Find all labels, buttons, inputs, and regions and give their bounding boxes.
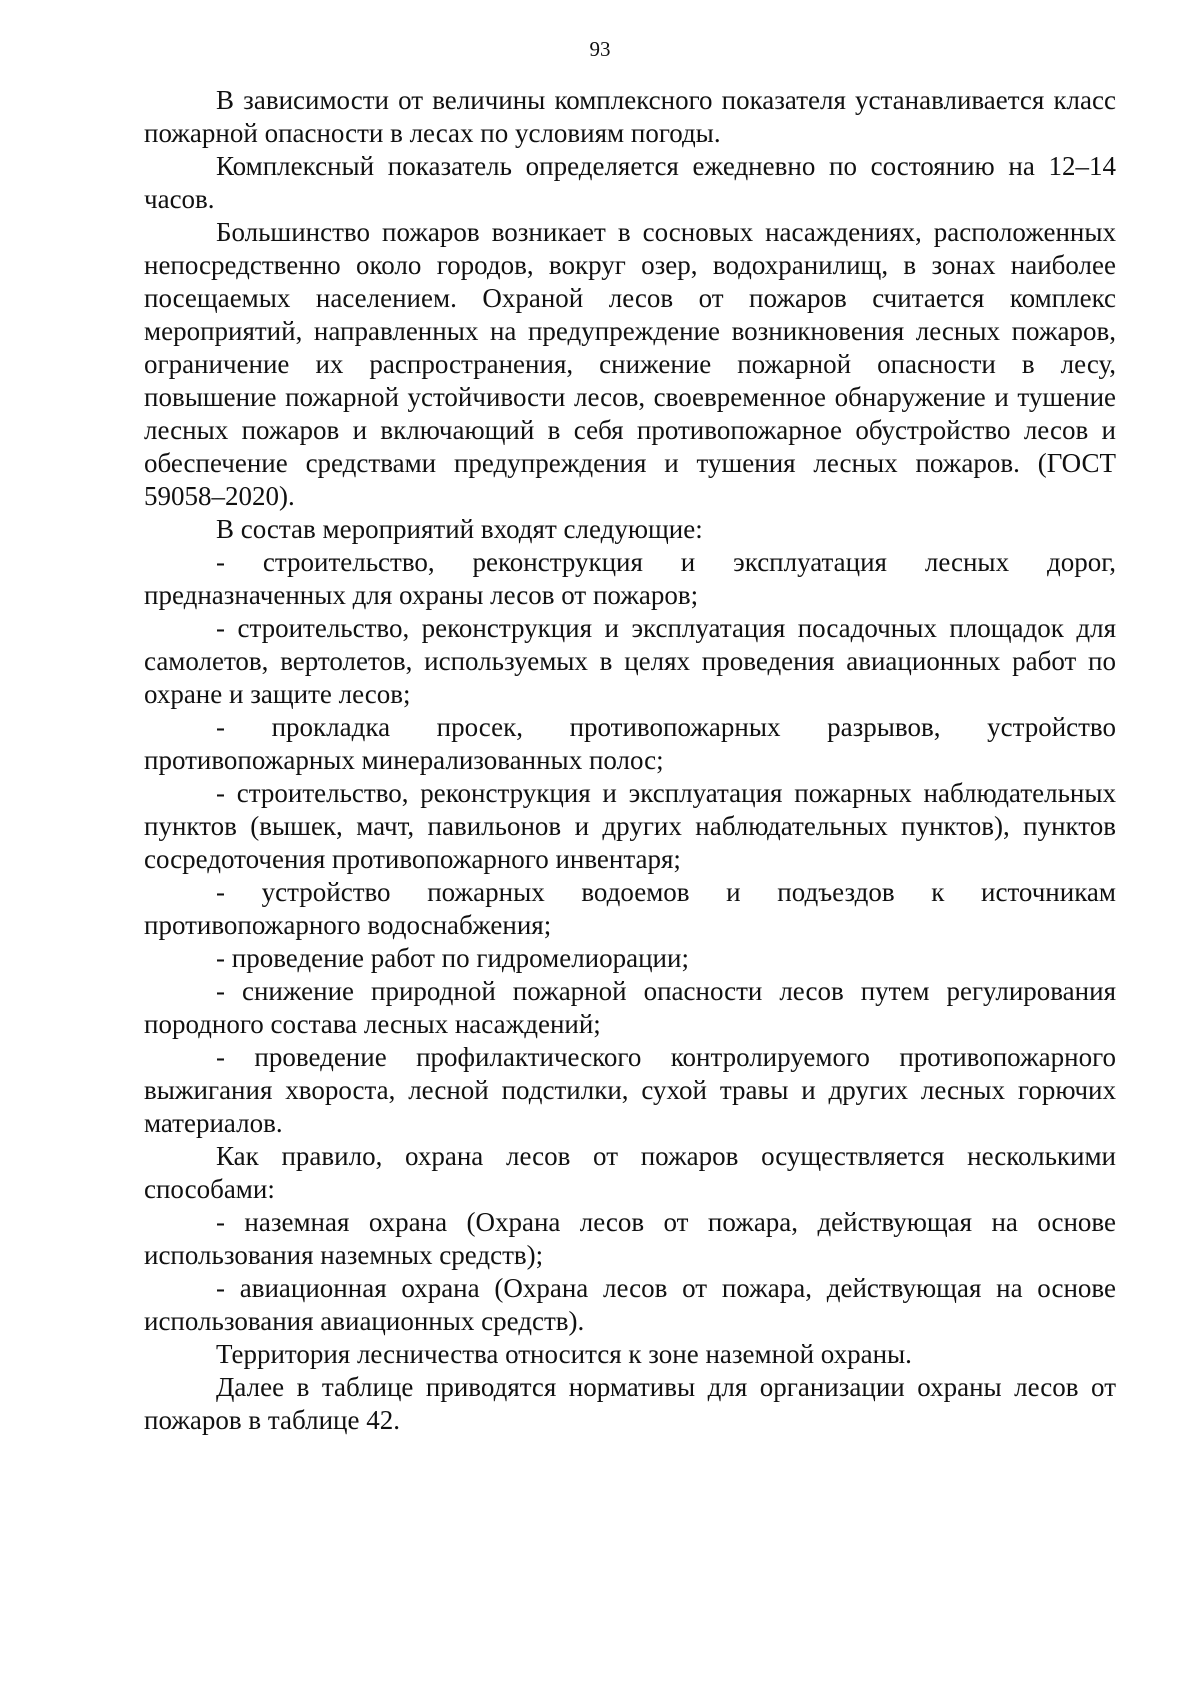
list-item-ground-protection: - наземная охрана (Охрана лесов от пожара, действующая на основе использования наземных средств);: [144, 1207, 1116, 1270]
paragraph-measures-intro: В состав мероприятий входят следующие:: [216, 514, 703, 544]
list-item-firebreaks: - прокладка просек, противопожарных разрывов, устройство противопожарных минерализованных полос;: [144, 712, 1116, 775]
list-item-water-reservoirs: - устройство пожарных водоемов и подъездов к источникам противопожарного водоснабжения;: [144, 877, 1116, 940]
paragraph-forest-protection-definition: Большинство пожаров возникает в сосновых насаждениях, расположенных непосредственно около городов, вокруг озер, водохранилищ, в зонах наиболее посещаемых населением. Охраной лесов от пожаров считается комплекс мероприятий, направленных на предупреждение возникновения лесных пожаров, ограничение их распространения, снижение пожарной опасности в лесу, повышение пожарной устойчивости лесов, своевременное обнаружение и тушение лесных пожаров и включающий в себя противопожарное обустройство лесов и обеспечение средствами предупреждения и тушения лесных пожаров. (ГОСТ 59058–2020).: [144, 217, 1116, 511]
list-item-observation-points: - строительство, реконструкция и эксплуатация пожарных наблюдательных пунктов (вышек, мачт, павильонов и других наблюдательных пунктов), пунктов сосредоточения противопожарного инвентаря;: [144, 778, 1116, 874]
list-item-hydromelioration: - проведение работ по гидромелиорации;: [216, 943, 689, 973]
document-body: [144, 84, 1116, 1437]
paragraph-fire-danger-class: В зависимости от величины комплексного показателя устанавливается класс пожарной опасности в лесах по условиям погоды.: [144, 85, 1116, 148]
list-item-aviation-protection: - авиационная охрана (Охрана лесов от пожара, действующая на основе использования авиационных средств).: [144, 1273, 1116, 1336]
list-item-forest-roads: - строительство, реконструкция и эксплуатация лесных дорог, предназначенных для охраны лесов от пожаров;: [144, 547, 1116, 610]
list-item-landing-sites: - строительство, реконструкция и эксплуатация посадочных площадок для самолетов, вертолетов, используемых в целях проведения авиационных работ по охране и защите лесов;: [144, 613, 1116, 709]
paragraph-complex-index: Комплексный показатель определяется ежедневно по состоянию на 12–14 часов.: [144, 151, 1116, 214]
paragraph-protection-methods: Как правило, охрана лесов от пожаров осуществляется несколькими способами:: [144, 1141, 1116, 1204]
paragraph-table-reference: Далее в таблице приводятся нормативы для организации охраны лесов от пожаров в таблице 42.: [144, 1372, 1116, 1435]
list-item-species-regulation: - снижение природной пожарной опасности лесов путем регулирования породного состава лесных насаждений;: [144, 976, 1116, 1039]
list-item-controlled-burning: - проведение профилактического контролируемого противопожарного выжигания хвороста, лесной подстилки, сухой травы и других лесных горючих материалов.: [144, 1042, 1116, 1138]
paragraph-ground-zone: Территория лесничества относится к зоне наземной охраны.: [216, 1339, 912, 1369]
page-number: 93: [589, 37, 611, 61]
